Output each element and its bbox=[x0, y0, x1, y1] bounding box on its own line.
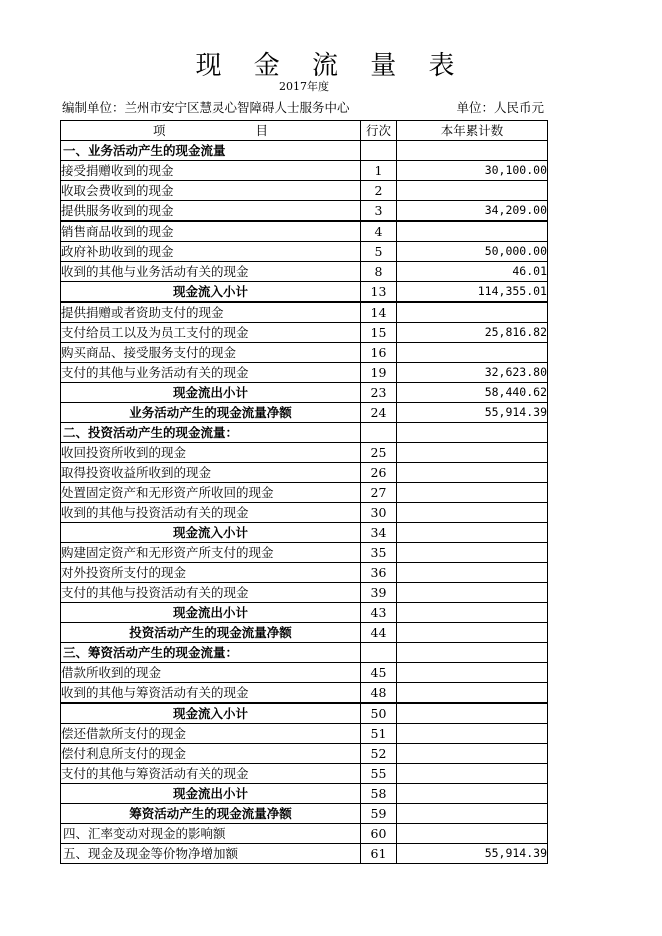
row-amount: 30,100.00 bbox=[397, 161, 548, 181]
table-row bbox=[61, 403, 548, 423]
report-title: 现 金 流 量 表 bbox=[195, 51, 467, 81]
table-row bbox=[61, 201, 548, 222]
row-line-number: 30 bbox=[361, 503, 397, 523]
row-item-label: 四、汇率变动对现金的影响额 bbox=[61, 824, 361, 844]
row-item-label: 收到的其他与投资活动有关的现金 bbox=[61, 503, 361, 523]
row-line-number: 52 bbox=[361, 744, 397, 764]
row-item-label: 购建固定资产和无形资产所支付的现金 bbox=[61, 543, 361, 563]
row-line-number: 1 bbox=[361, 161, 397, 181]
row-item-label: 三、筹资活动产生的现金流量： bbox=[61, 643, 361, 663]
row-amount bbox=[397, 764, 548, 784]
row-amount: 34,209.00 bbox=[397, 201, 548, 222]
row-item-label: 借款所收到的现金 bbox=[61, 663, 361, 683]
table-row bbox=[61, 643, 548, 663]
row-amount bbox=[397, 824, 548, 844]
table-row bbox=[61, 543, 548, 563]
column-header-item-part2: 目 bbox=[255, 123, 269, 138]
row-item-label: 五、现金及现金等价物净增加额 bbox=[61, 844, 361, 864]
row-line-number: 16 bbox=[361, 343, 397, 363]
row-amount bbox=[397, 302, 548, 323]
row-line-number: 60 bbox=[361, 824, 397, 844]
table-row bbox=[61, 221, 548, 242]
row-amount bbox=[397, 744, 548, 764]
row-item-label: 现金流入小计 bbox=[61, 523, 361, 543]
column-header-amount: 本年累计数 bbox=[397, 121, 548, 141]
row-item-label: 二、投资活动产生的现金流量： bbox=[61, 423, 361, 443]
row-item-label: 偿还借款所支付的现金 bbox=[61, 724, 361, 744]
table-row bbox=[61, 282, 548, 303]
row-amount bbox=[397, 483, 548, 503]
row-item-label: 现金流出小计 bbox=[61, 383, 361, 403]
row-line-number: 27 bbox=[361, 483, 397, 503]
row-item-label: 接受捐赠收到的现金 bbox=[61, 161, 361, 181]
column-header-line: 行次 bbox=[361, 121, 397, 141]
row-amount bbox=[397, 784, 548, 804]
row-item-label: 销售商品收到的现金 bbox=[61, 221, 361, 242]
row-line-number: 13 bbox=[361, 282, 397, 303]
row-line-number: 45 bbox=[361, 663, 397, 683]
row-line-number: 43 bbox=[361, 603, 397, 623]
row-amount bbox=[397, 663, 548, 683]
row-amount: 55,914.39 bbox=[397, 403, 548, 423]
row-line-number: 39 bbox=[361, 583, 397, 603]
table-row bbox=[61, 483, 548, 503]
table-row bbox=[61, 764, 548, 784]
row-line-number: 24 bbox=[361, 403, 397, 423]
row-item-label: 现金流入小计 bbox=[61, 703, 361, 724]
row-amount bbox=[397, 563, 548, 583]
row-line-number bbox=[361, 643, 397, 663]
row-line-number: 14 bbox=[361, 302, 397, 323]
row-item-label: 支付的其他与筹资活动有关的现金 bbox=[61, 764, 361, 784]
row-item-label: 一、业务活动产生的现金流量 bbox=[61, 141, 361, 161]
table-row bbox=[61, 161, 548, 181]
cash-flow-table bbox=[60, 120, 548, 864]
row-item-label: 现金流出小计 bbox=[61, 784, 361, 804]
table-row bbox=[61, 383, 548, 403]
row-item-label: 筹资活动产生的现金流量净额 bbox=[61, 804, 361, 824]
table-row bbox=[61, 583, 548, 603]
row-amount: 25,816.82 bbox=[397, 323, 548, 343]
row-item-label: 支付的其他与投资活动有关的现金 bbox=[61, 583, 361, 603]
table-row bbox=[61, 443, 548, 463]
row-item-label: 收取会费收到的现金 bbox=[61, 181, 361, 201]
row-line-number: 61 bbox=[361, 844, 397, 864]
table-row bbox=[61, 824, 548, 844]
report-period: 2017年度 bbox=[279, 80, 329, 93]
row-line-number: 34 bbox=[361, 523, 397, 543]
row-item-label: 政府补助收到的现金 bbox=[61, 242, 361, 262]
row-amount bbox=[397, 543, 548, 563]
row-line-number: 2 bbox=[361, 181, 397, 201]
row-item-label: 收回投资所收到的现金 bbox=[61, 443, 361, 463]
table-row bbox=[61, 302, 548, 323]
row-amount bbox=[397, 523, 548, 543]
row-line-number bbox=[361, 141, 397, 161]
table-row bbox=[61, 683, 548, 704]
row-item-label: 现金流出小计 bbox=[61, 603, 361, 623]
column-header-item-part1: 项 bbox=[152, 123, 166, 138]
currency-unit: 单位：人民币元 bbox=[456, 100, 544, 115]
row-amount bbox=[397, 724, 548, 744]
table-row bbox=[61, 523, 548, 543]
table-row bbox=[61, 503, 548, 523]
row-line-number: 36 bbox=[361, 563, 397, 583]
table-row bbox=[61, 603, 548, 623]
table-row bbox=[61, 563, 548, 583]
row-amount bbox=[397, 141, 548, 161]
row-amount: 32,623.80 bbox=[397, 363, 548, 383]
row-line-number: 58 bbox=[361, 784, 397, 804]
row-amount bbox=[397, 503, 548, 523]
row-line-number: 4 bbox=[361, 221, 397, 242]
row-line-number: 3 bbox=[361, 201, 397, 222]
row-item-label: 购买商品、接受服务支付的现金 bbox=[61, 343, 361, 363]
row-line-number: 59 bbox=[361, 804, 397, 824]
row-item-label: 支付的其他与业务活动有关的现金 bbox=[61, 363, 361, 383]
row-item-label: 现金流入小计 bbox=[61, 282, 361, 303]
row-amount bbox=[397, 423, 548, 443]
row-line-number: 44 bbox=[361, 623, 397, 643]
row-line-number: 8 bbox=[361, 262, 397, 282]
row-amount: 114,355.01 bbox=[397, 282, 548, 303]
row-line-number: 50 bbox=[361, 703, 397, 724]
table-row bbox=[61, 784, 548, 804]
row-item-label: 业务活动产生的现金流量净额 bbox=[61, 403, 361, 423]
row-item-label: 提供捐赠或者资助支付的现金 bbox=[61, 302, 361, 323]
table-row bbox=[61, 323, 548, 343]
table-row bbox=[61, 844, 548, 864]
table-row bbox=[61, 423, 548, 443]
row-amount bbox=[397, 804, 548, 824]
row-amount: 55,914.39 bbox=[397, 844, 548, 864]
row-line-number: 51 bbox=[361, 724, 397, 744]
row-amount bbox=[397, 463, 548, 483]
table-row bbox=[61, 623, 548, 643]
row-amount bbox=[397, 343, 548, 363]
row-amount bbox=[397, 623, 548, 643]
row-item-label: 收到的其他与业务活动有关的现金 bbox=[61, 262, 361, 282]
row-amount: 58,440.62 bbox=[397, 383, 548, 403]
table-row bbox=[61, 141, 548, 161]
table-header-row bbox=[61, 121, 548, 141]
row-amount bbox=[397, 221, 548, 242]
table-row bbox=[61, 804, 548, 824]
row-line-number: 25 bbox=[361, 443, 397, 463]
table-row bbox=[61, 181, 548, 201]
row-item-label: 提供服务收到的现金 bbox=[61, 201, 361, 222]
table-row bbox=[61, 663, 548, 683]
row-amount bbox=[397, 443, 548, 463]
reporting-entity: 编制单位：兰州市安宁区慧灵心智障碍人士服务中心 bbox=[62, 100, 350, 115]
row-amount bbox=[397, 683, 548, 704]
row-item-label: 对外投资所支付的现金 bbox=[61, 563, 361, 583]
row-item-label: 取得投资收益所收到的现金 bbox=[61, 463, 361, 483]
row-item-label: 偿付利息所支付的现金 bbox=[61, 744, 361, 764]
table-row bbox=[61, 363, 548, 383]
table-row bbox=[61, 744, 548, 764]
row-line-number: 5 bbox=[361, 242, 397, 262]
row-line-number: 26 bbox=[361, 463, 397, 483]
row-line-number: 19 bbox=[361, 363, 397, 383]
row-amount bbox=[397, 643, 548, 663]
row-amount bbox=[397, 703, 548, 724]
row-item-label: 处置固定资产和无形资产所收回的现金 bbox=[61, 483, 361, 503]
row-amount bbox=[397, 583, 548, 603]
column-header-item bbox=[61, 121, 361, 141]
table-row bbox=[61, 703, 548, 724]
row-item-label: 投资活动产生的现金流量净额 bbox=[61, 623, 361, 643]
row-line-number: 55 bbox=[361, 764, 397, 784]
row-line-number: 23 bbox=[361, 383, 397, 403]
table-row bbox=[61, 242, 548, 262]
row-amount bbox=[397, 181, 548, 201]
table-row bbox=[61, 463, 548, 483]
table-row bbox=[61, 724, 548, 744]
table-row bbox=[61, 343, 548, 363]
row-line-number: 48 bbox=[361, 683, 397, 704]
row-line-number: 15 bbox=[361, 323, 397, 343]
row-amount: 50,000.00 bbox=[397, 242, 548, 262]
row-line-number: 35 bbox=[361, 543, 397, 563]
row-amount: 46.01 bbox=[397, 262, 548, 282]
row-line-number bbox=[361, 423, 397, 443]
row-item-label: 收到的其他与筹资活动有关的现金 bbox=[61, 683, 361, 704]
row-item-label: 支付给员工以及为员工支付的现金 bbox=[61, 323, 361, 343]
table-row bbox=[61, 262, 548, 282]
row-amount bbox=[397, 603, 548, 623]
